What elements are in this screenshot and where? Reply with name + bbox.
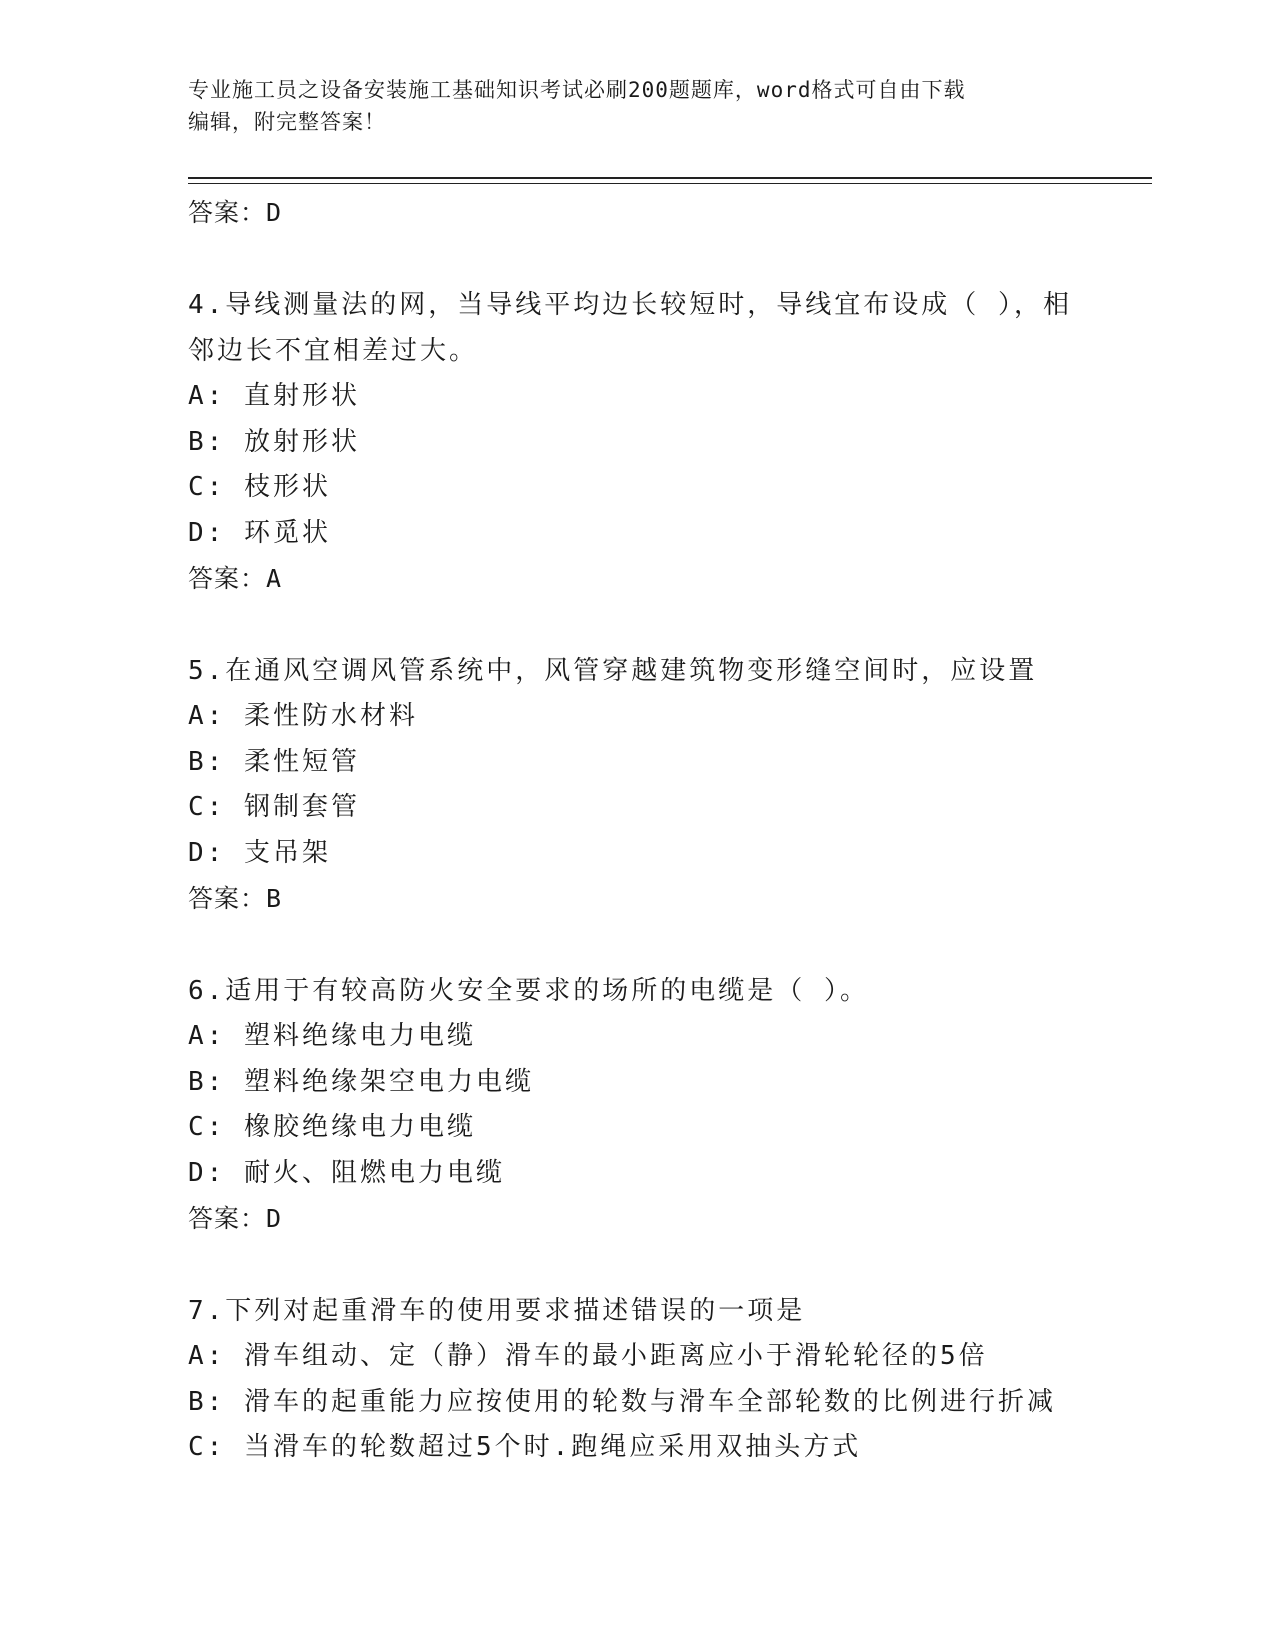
question-text: 5.在通风空调风管系统中，风管穿越建筑物变形缝空间时，应设置 [188, 656, 1038, 686]
option-b: B: 滑车的起重能力应按使用的轮数与滑车全部轮数的比例进行折减 [188, 1386, 1056, 1417]
question-4 [188, 282, 1108, 602]
document-body [188, 188, 1108, 1471]
option-a: A: 直射形状 [188, 381, 360, 411]
option-d: D: 支吊架 [188, 837, 331, 868]
header-rule-thick [188, 177, 1152, 179]
answer: 答案：D [188, 1204, 283, 1233]
answer: 答案：A [188, 564, 283, 593]
question-6 [188, 968, 1108, 1242]
document-header [188, 74, 1088, 138]
option-a: A: 塑料绝缘电力电缆 [188, 1021, 476, 1051]
option-d: D: 耐火、阻燃电力电缆 [188, 1157, 505, 1188]
question-text-continued: 邻边长不宜相差过大。 [188, 336, 479, 366]
option-b: B: 放射形状 [188, 426, 360, 457]
header-line-2: 编辑，附完整答案！ [188, 110, 386, 134]
previous-answer: 答案：D [188, 198, 283, 227]
question-7 [188, 1288, 1108, 1471]
option-c: C: 橡胶绝缘电力电缆 [188, 1112, 476, 1142]
option-c: C: 钢制套管 [188, 792, 360, 822]
option-a: A: 滑车组动、定（静）滑车的最小距离应小于滑轮轮径的5倍 [188, 1341, 988, 1371]
option-c: C: 当滑车的轮数超过5个时.跑绳应采用双抽头方式 [188, 1432, 862, 1462]
question-text: 6.适用于有较高防火安全要求的场所的电缆是（ ）。 [188, 976, 869, 1006]
option-c: C: 枝形状 [188, 472, 331, 502]
answer: 答案：B [188, 884, 283, 913]
option-d: D: 环觅状 [188, 517, 331, 548]
question-text: 4.导线测量法的网，当导线平均边长较短时，导线宜布设成（ ），相 [188, 290, 1072, 320]
header-rule-thin [188, 183, 1152, 184]
option-a: A: 柔性防水材料 [188, 701, 418, 731]
question-5 [188, 648, 1108, 922]
header-line-1: 专业施工员之设备安装施工基础知识考试必刷200题题库，word格式可自由下载 [188, 78, 966, 102]
option-b: B: 塑料绝缘架空电力电缆 [188, 1066, 534, 1097]
question-text: 7.下列对起重滑车的使用要求描述错误的一项是 [188, 1296, 806, 1326]
option-b: B: 柔性短管 [188, 746, 360, 777]
